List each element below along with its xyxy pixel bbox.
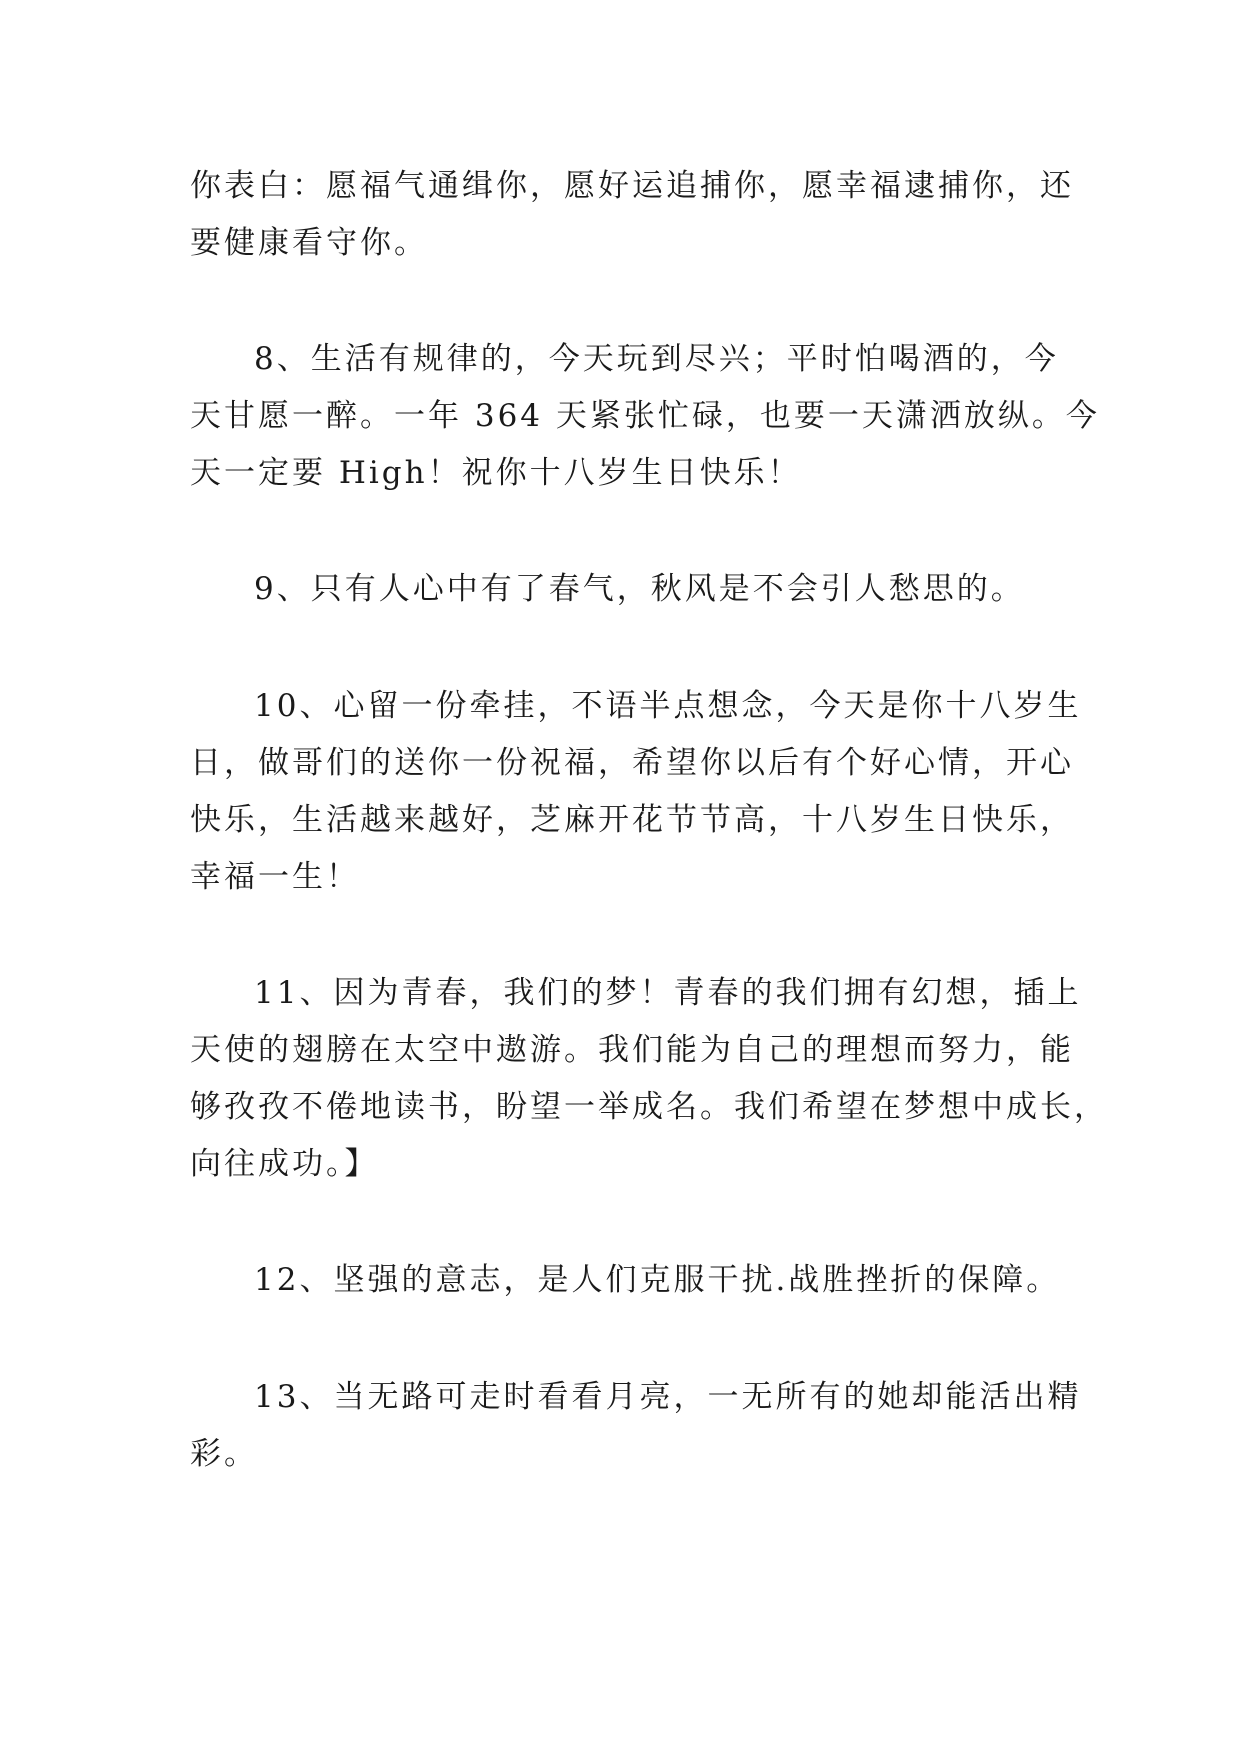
text-line: 够孜孜不倦地读书，盼望一举成名。我们希望在梦想中成长，	[190, 1089, 1108, 1125]
paragraph-10-line: 10、心留一份牵挂，不语半点想念，今天是你十八岁生	[254, 688, 1082, 724]
text-line: 彩。	[190, 1436, 258, 1472]
text-line: 快乐，生活越来越好，芝麻开花节节高，十八岁生日快乐，	[190, 802, 1074, 838]
paragraph-13-line: 13、当无路可走时看看月亮，一无所有的她却能活出精	[254, 1379, 1082, 1415]
text-line: 向往成功。】	[190, 1146, 379, 1182]
paragraph-11-line: 11、因为青春，我们的梦！青春的我们拥有幻想，插上	[254, 975, 1082, 1011]
text-line: 天甘愿一醉。一年 364 天紧张忙碌，也要一天潇洒放纵。今	[190, 398, 1100, 434]
paragraph-12-line: 12、坚强的意志，是人们克服干扰.战胜挫折的保障。	[254, 1262, 1061, 1298]
text-line: 你表白：愿福气通缉你，愿好运追捕你，愿幸福逮捕你，还	[190, 168, 1074, 204]
text-line: 要健康看守你。	[190, 225, 428, 261]
paragraph-8-line: 8、生活有规律的，今天玩到尽兴；平时怕喝酒的，今	[254, 341, 1059, 377]
text-line: 幸福一生！	[190, 859, 360, 895]
text-line: 天使的翅膀在太空中遨游。我们能为自己的理想而努力，能	[190, 1032, 1074, 1068]
text-line: 天一定要 High！祝你十八岁生日快乐！	[190, 455, 802, 491]
paragraph-9-line: 9、只有人心中有了春气，秋风是不会引人愁思的。	[254, 571, 1025, 607]
text-line: 日，做哥们的送你一份祝福，希望你以后有个好心情，开心	[190, 745, 1074, 781]
